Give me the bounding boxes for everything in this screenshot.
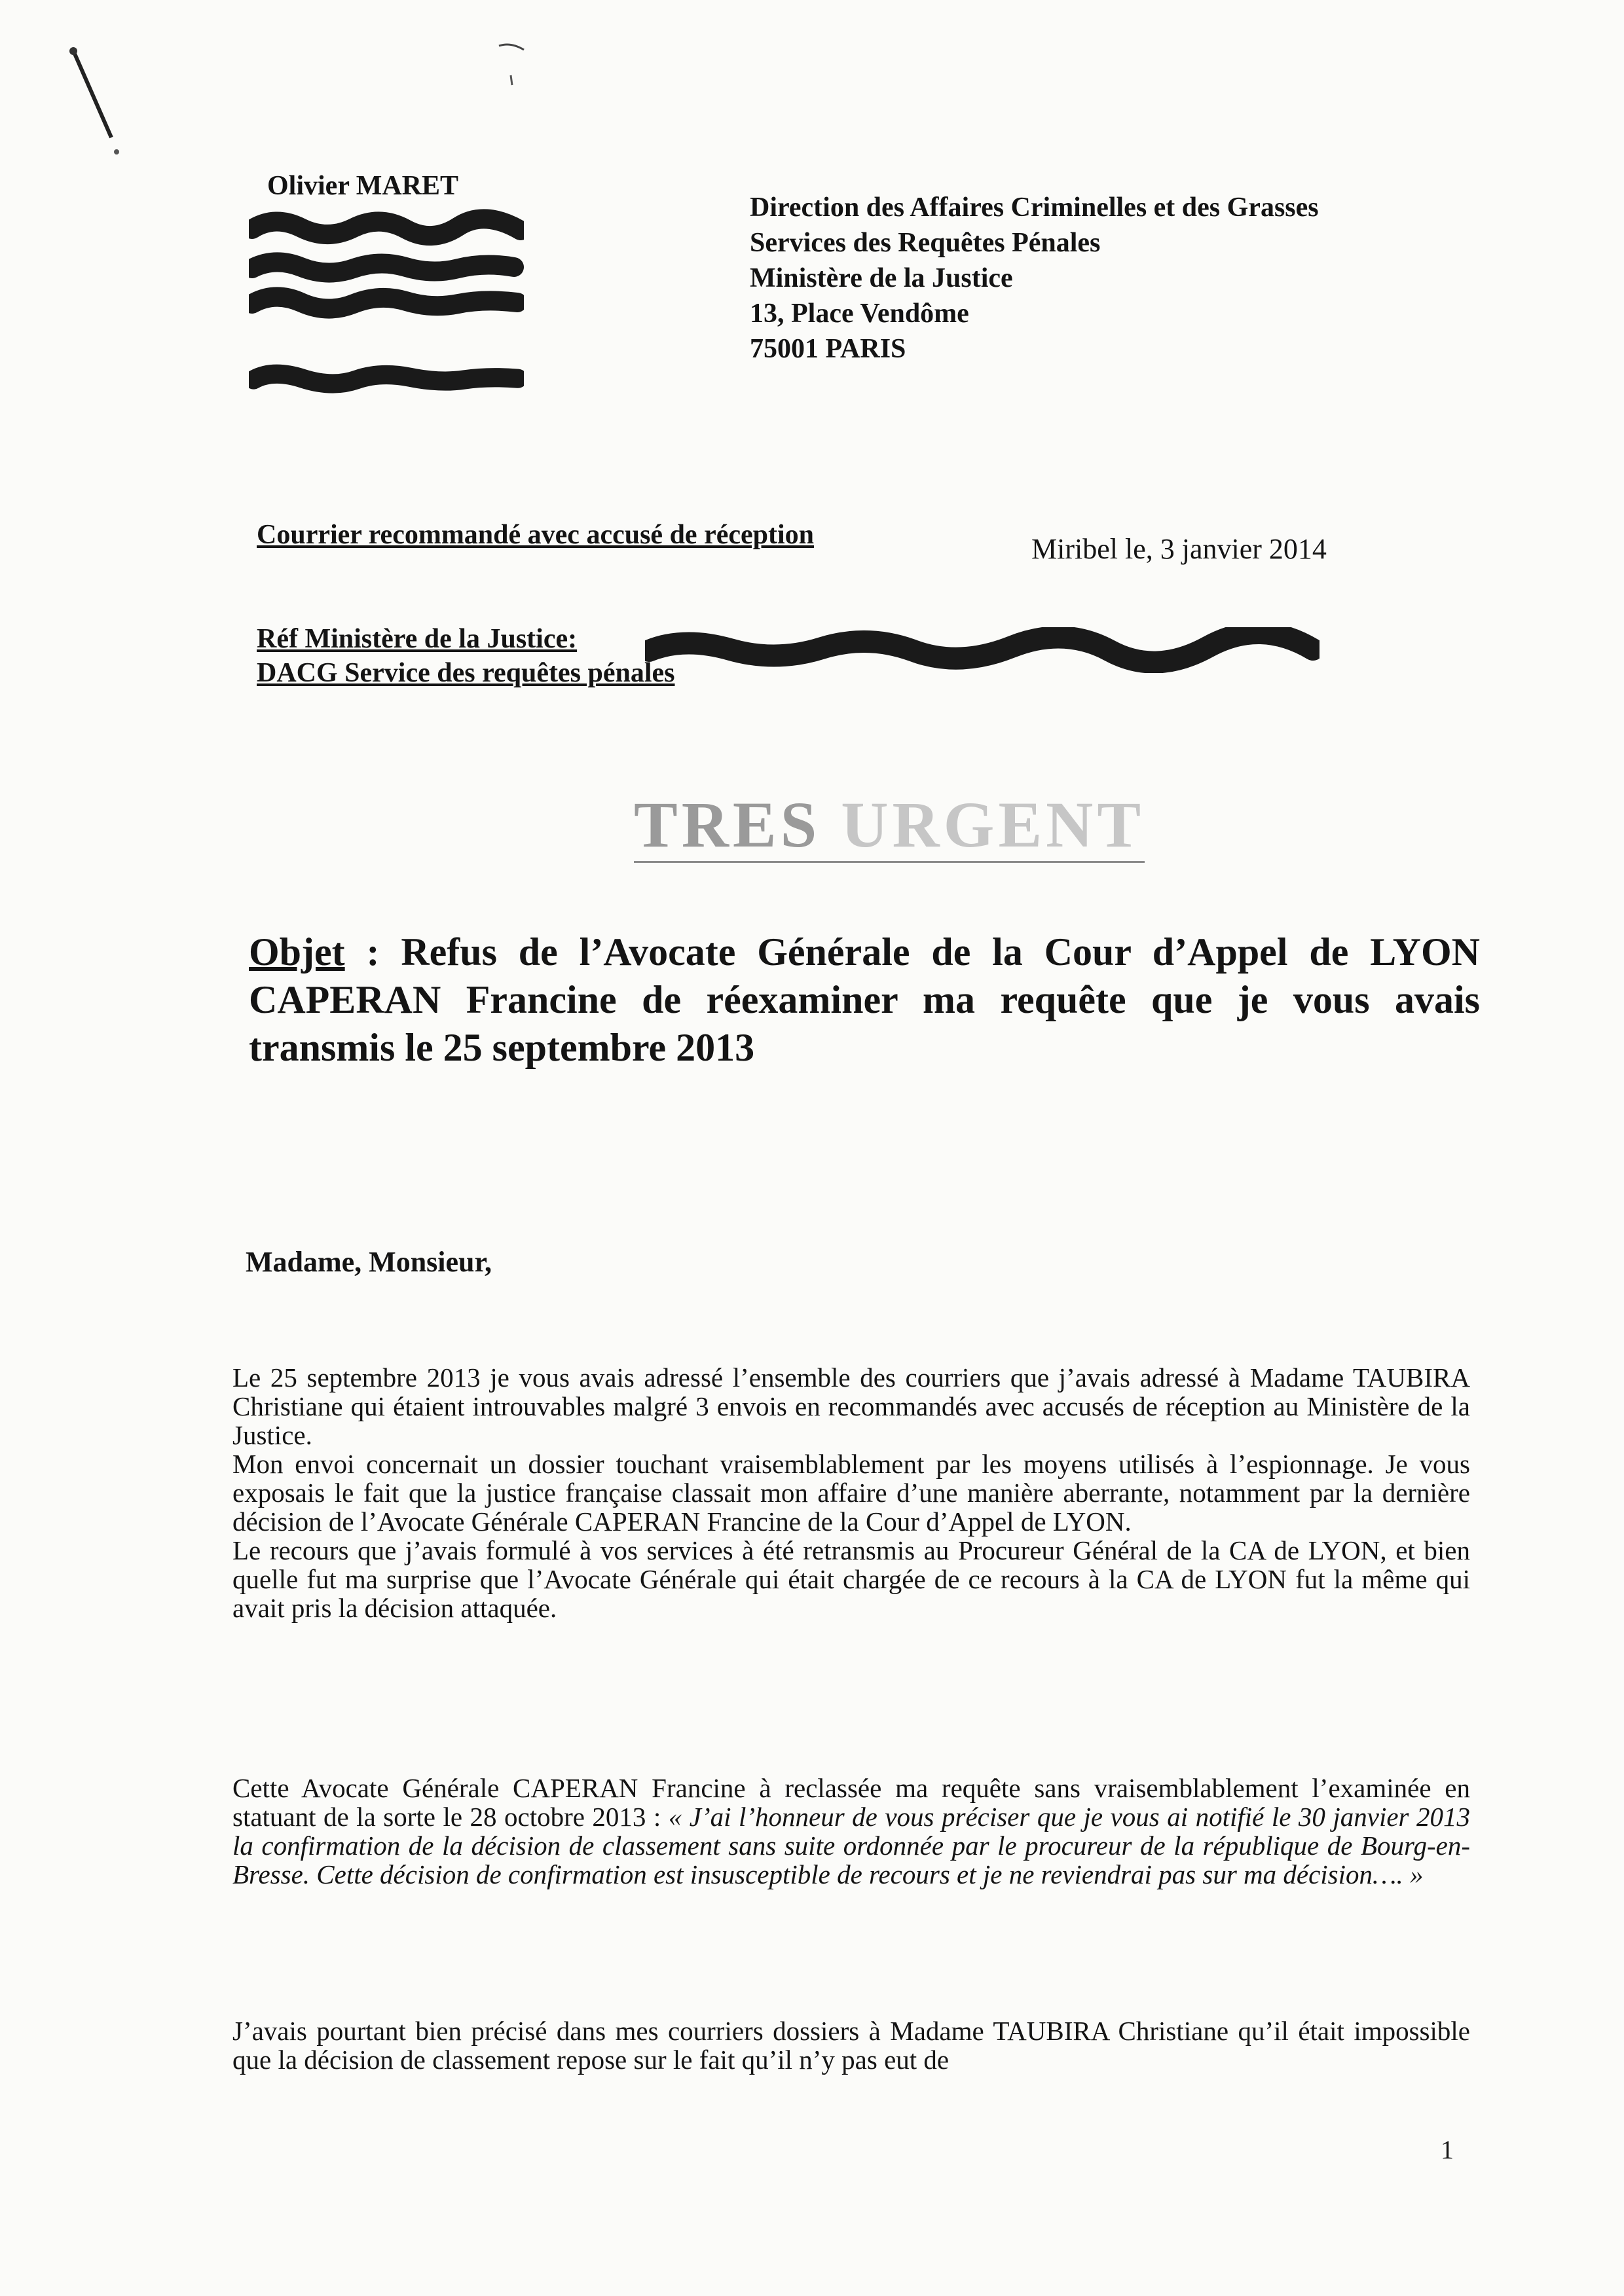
pen-mark [65, 39, 144, 157]
registered-mail-notice: Courrier recommandé avec accusé de réception [257, 520, 815, 550]
page-number: 1 [1441, 2135, 1454, 2164]
recipient-line: Ministère de la Justice [750, 263, 1013, 293]
recipient-line: 13, Place Vendôme [750, 299, 969, 329]
recipient-line: Services des Requêtes Pénales [750, 228, 1101, 258]
recipient-line: 75001 PARIS [750, 334, 906, 364]
pen-mark [498, 39, 537, 92]
recipient-address [750, 190, 1319, 367]
redacted-address-line [249, 359, 524, 401]
body-paragraph [232, 2016, 1470, 2074]
salutation: Madame, Monsieur, [246, 1246, 492, 1278]
redacted-address-line [249, 208, 524, 250]
subject-text: Refus de l’Avocate Générale de la Cour d’Appel de LYON CAPERAN Francine de réexaminer ma requête que je vous avais transmis le 25 septembre 2013 [249, 930, 1481, 1069]
reference-service: DACG Service des requêtes pénales [257, 658, 675, 688]
redacted-reference-number [645, 627, 1320, 673]
body-text: Mon envoi concernait un dossier touchant vraisemblablement par les moyens utilisés à l’espionnage. Je vous exposais le fait que la justice française classait mon affaire d’une manière aberrante, notamment par la dernière décision de l’Avocate Générale CAPERAN Francine de la Cour d’Appel de LYON. [232, 1449, 1470, 1537]
urgent-stamp [634, 789, 1145, 863]
body-paragraph [232, 1774, 1470, 1889]
body-text: Le recours que j’avais formulé à vos services à été retransmis au Procureur Général de la CA de LYON, et bien quelle fut ma surprise que l’Avocate Générale qui était chargée de ce recours à la CA de LYON fut la même qui avait pris la décision attaquée. [232, 1535, 1470, 1623]
recipient-line: Direction des Affaires Criminelles et des Grasses [750, 192, 1319, 223]
urgent-stamp-word: URGENT [841, 788, 1145, 861]
subject-label: Objet [249, 930, 345, 974]
body-text: Cette Avocate Générale CAPERAN Francine à reclassée ma requête sans vraisemblablement l’examinée en statuant de la sorte le 28 octobre 2013 : [232, 1773, 1470, 1832]
letter-subject: Objet : Refus de l’Avocate Générale de la Cour d’Appel de LYON CAPERAN Francine de réexaminer ma requête que je vous avais transmis le 25 septembre 2013 [249, 930, 1481, 1069]
quoted-decision: « J’ai l’honneur de vous préciser que je vous ai notifié le 30 janvier 2013 la confirmation de la décision de classement sans suite ordonnée par le procureur de la république de Bourg-en-Bresse. Cette décision de confirmation est insusceptible de recours et je ne reviendrai pas sur ma décision…. » [232, 1802, 1470, 1889]
reference-block [257, 622, 674, 690]
body-text: J’avais pourtant bien précisé dans mes courriers dossiers à Madame TAUBIRA Christiane qu’il était impossible que la décision de classement repose sur le fait qu’il n’y pas eut de [232, 2016, 1470, 2075]
body-paragraph [232, 1363, 1470, 1622]
reference-label: Réf Ministère de la Justice: [257, 624, 578, 654]
place-date: Miribel le, 3 janvier 2014 [1031, 533, 1327, 565]
redacted-address-line [249, 283, 524, 325]
body-text: Le 25 septembre 2013 je vous avais adressé l’ensemble des courriers que j’avais adressé à Madame TAUBIRA Christiane qui étaient introuvables malgré 3 envois en recommandés avec accusés de réception au Ministère de la Justice. [232, 1362, 1470, 1450]
sender-name: Olivier MARET [267, 171, 459, 201]
urgent-stamp-word: TRES [634, 788, 821, 861]
